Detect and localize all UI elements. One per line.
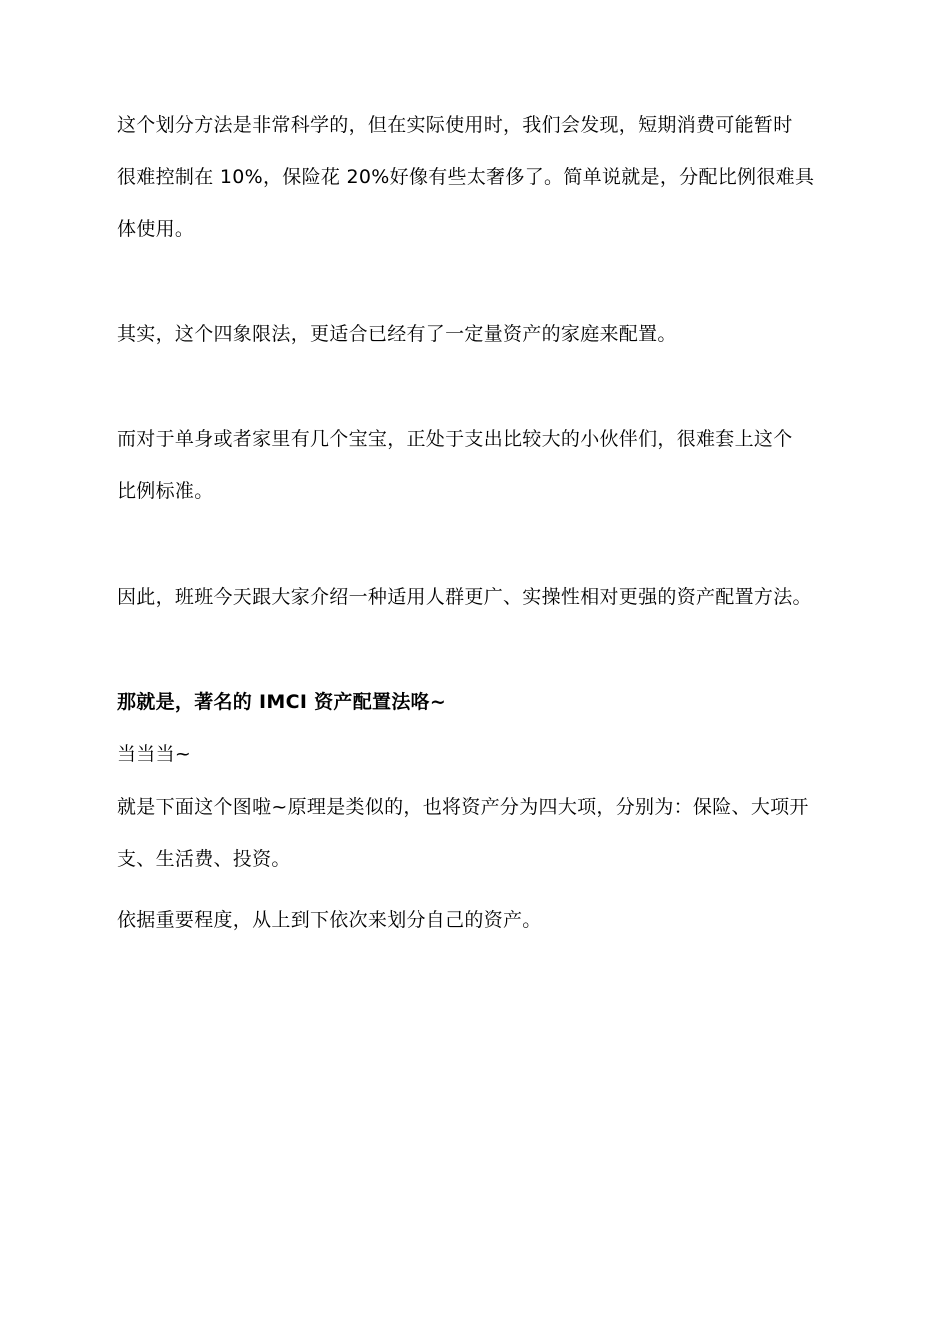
paragraph-introduction [117,584,842,610]
text-line: 就是下面这个图啦~原理是类似的，也将资产分为四大项，分别为：保险、大项开 [117,796,809,818]
text-line: 支、生活费、投资。 [117,848,291,870]
paragraph-importance-order [117,907,842,933]
text-line: 比例标准。 [117,480,214,502]
text-line: 体使用。 [117,218,195,240]
text-line: 很难控制在 10%，保险花 20%好像有些太奢侈了。简单说就是，分配比例很难具 [117,166,815,188]
paragraph-allocation-difficulty [117,112,842,242]
heading-text: 那就是，著名的 IMCI 资产配置法咯~ [117,691,447,713]
text-line: 而对于单身或者家里有几个宝宝，正处于支出比较大的小伙伴们，很难套上这个 [117,428,793,450]
text-line: 这个划分方法是非常科学的，但在实际使用时，我们会发现，短期消费可能暂时 [117,114,793,136]
text-line: 依据重要程度，从上到下依次来划分自己的资产。 [117,909,542,931]
heading-imci-method [117,689,842,715]
text-line: 其实，这个四象限法，更适合已经有了一定量资产的家庭来配置。 [117,323,677,345]
paragraph-four-categories [117,794,842,872]
text-line: 当当当~ [117,743,192,765]
paragraph-announcement [117,741,842,767]
text-line: 因此，班班今天跟大家介绍一种适用人群更广、实操性相对更强的资产配置方法。 [117,586,812,608]
paragraph-single-families [117,426,842,504]
paragraph-four-quadrant [117,321,842,347]
